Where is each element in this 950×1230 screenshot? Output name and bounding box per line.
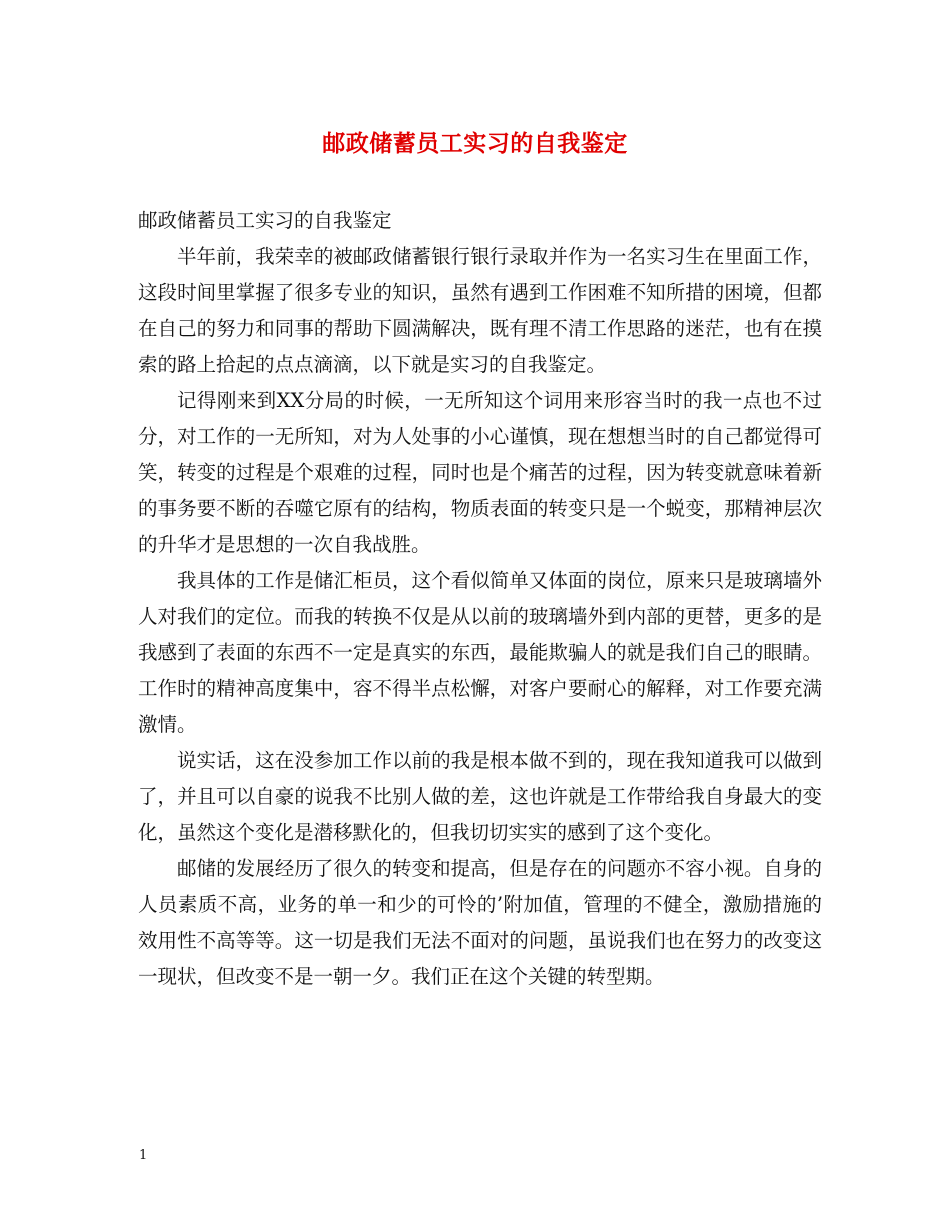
paragraph-5: 邮储的发展经历了很久的转变和提高，但是存在的问题亦不容小视。自身的人员素质不高，业务的单一和少的可怜的’附加值，管理的不健全，激励措施的效用性不高等等。这一切是我们无法不面对的问题，虽说我们也在努力的改变这一现状，但改变不是一朝一夕。我们正在这个关键的转型期。 [138, 857, 822, 988]
paragraph-2: 记得刚来到XX分局的时候，一无所知这个词用来形容当时的我一点也不过分，对工作的一无所知，对为人处事的小心谨慎，现在想想当时的自己都觉得可笑，转变的过程是个艰难的过程，同时也是个痛苦的过程，因为转变就意味着新的事务要不断的吞噬它原有的结构，物质表面的转变只是一个蜕变，那精神层次的升华才是思想的一次自我战胜。 [138, 389, 822, 556]
paragraph-4: 说实话，这在没参加工作以前的我是根本做不到的，现在我知道我可以做到了，并且可以自豪的说我不比别人做的差，这也许就是工作带给我自身最大的变化，虽然这个变化是潜移默化的，但我切切实实的感到了这个变化。 [138, 749, 822, 844]
page-number: 1 [139, 1148, 148, 1163]
paragraph-1: 半年前，我荣幸的被邮政储蓄银行银行录取并作为一名实习生在里面工作，这段时间里掌握了很多专业的知识，虽然有遇到工作困难不知所措的困境，但都在自己的努力和同事的帮助下圆满解决，既有理不清工作思路的迷茫，也有在摸索的路上拾起的点点滴滴，以下就是实习的自我鉴定。 [138, 245, 822, 376]
document-title: 邮政储蓄员工实习的自我鉴定 [322, 130, 628, 157]
paragraph-3: 我具体的工作是储汇柜员，这个看似简单又体面的岗位，原来只是玻璃墙外人对我们的定位。而我的转换不仅是从以前的玻璃墙外到内部的更替，更多的是我感到了表面的东西不一定是真实的东西，最能欺骗人的就是我们自己的眼睛。工作时的精神高度集中，容不得半点松懈，对客户要耐心的解释，对工作要充满激情。 [138, 569, 822, 736]
document-body [138, 203, 822, 995]
document-subtitle: 邮政储蓄员工实习的自我鉴定 [138, 209, 392, 232]
